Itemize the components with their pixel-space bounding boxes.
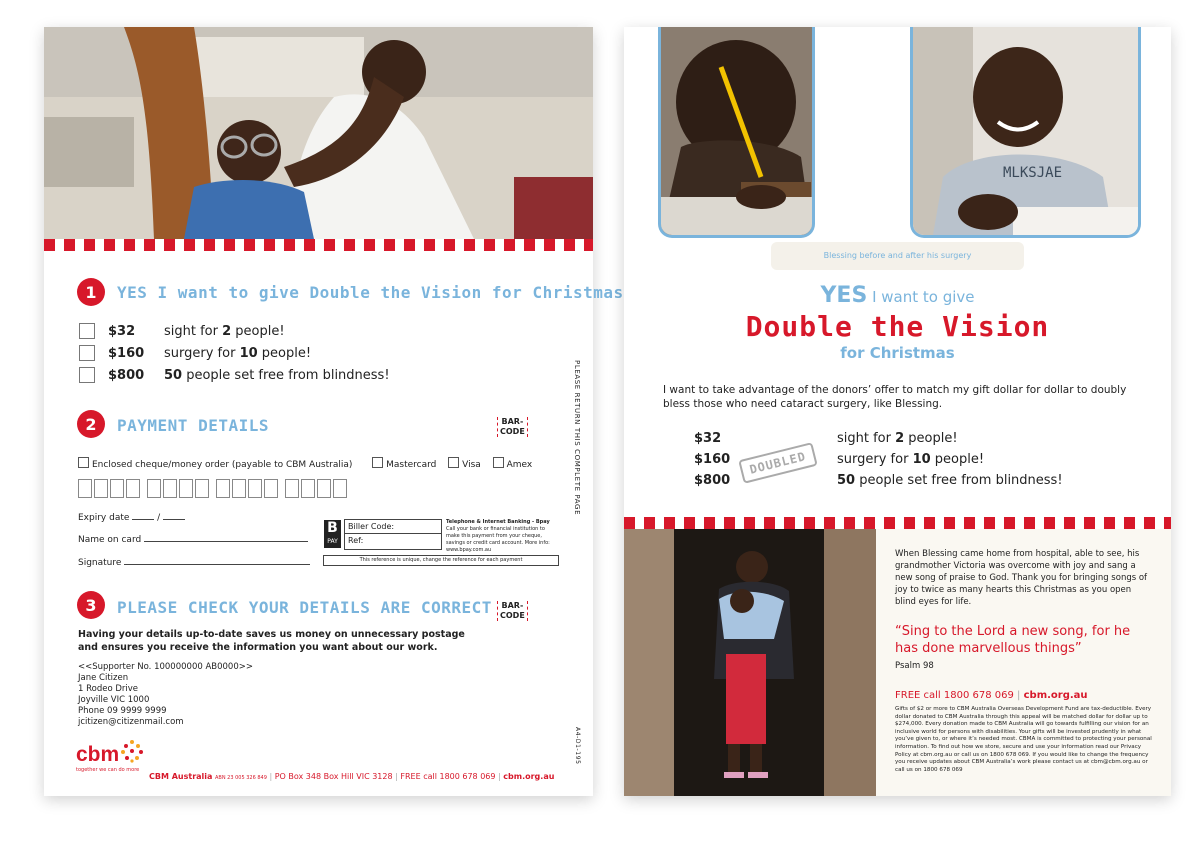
option-count: 50: [164, 368, 183, 383]
supporter-phone: Phone 09 9999 9999: [78, 706, 167, 716]
return-instruction: PLEASE RETURN THIS COMPLETE PAGE: [573, 360, 581, 516]
response-form-page: [44, 27, 624, 796]
name-on-card-field[interactable]: [144, 541, 308, 542]
option-800: [108, 368, 390, 383]
cbm-logo-text: cbm: [76, 743, 120, 766]
stamp-text: DOUBLED: [748, 449, 808, 477]
expiry-label: Expiry date: [78, 513, 130, 523]
photo-caption: [771, 242, 1024, 270]
bpay-logo: [324, 520, 341, 548]
doubled-text-end: people!: [904, 431, 958, 446]
eye-test-photo: [44, 27, 593, 239]
signature-row: [78, 558, 310, 568]
footer-address: PO Box 348 Box Hill VIC 3128: [274, 772, 393, 781]
option-count: 10: [239, 346, 258, 361]
step-number-2: 2: [77, 410, 105, 438]
expiry-row: [78, 513, 185, 523]
right-website[interactable]: cbm.org.au: [1023, 690, 1088, 701]
cheque-label: Enclosed cheque/money order (payable to CBM Australia): [92, 460, 353, 470]
form-code: A4-D1-195: [574, 727, 581, 765]
right-phone: FREE call 1800 678 069: [895, 690, 1014, 701]
details-text: Having your details up-to-date saves us money on unnecessary postage and ensures you receive the information you want about our work.: [78, 629, 465, 653]
address-suburb: Joyville VIC 1000: [78, 695, 150, 705]
fine-print: Gifts of $2 or more to CBM Australia Overseas Development Fund are tax-deductible. Every dollar donated to CBM Australia through this appeal will be matched dollar for dollar up to $274,000. Every donation made to CBM Australia will go towards fulfilling our vision for an inclusive world for persons with disabilities. Your gifts will be invested prudently in what you’ve given to, or where it’s needed most. CBMA is committed to protecting your personal information. To find out how we store, secure and use your information read our Privacy Policy at cbm.org.au or call us on 1800 678 069. If you would like to change the frequency you receive updates about CBM Australia’s work please contact us at cbm@cbm.org.au or call us on 1800 678 069: [895, 706, 1152, 773]
after-surgery-photo: [910, 27, 1141, 238]
doubled-option-160: [694, 452, 984, 467]
step-number-3: 3: [77, 591, 105, 619]
bpay-logo-b: B: [327, 520, 338, 536]
stripe-divider-right: [624, 517, 1171, 529]
psalm-reference: Psalm 98: [895, 661, 934, 671]
barcode-label-top: BAR-: [501, 417, 524, 426]
barcode-placeholder-2: [497, 601, 528, 621]
amount-checkbox-160[interactable]: [79, 345, 95, 361]
option-text-end: people!: [257, 346, 312, 361]
section-2-heading: PAYMENT DETAILS: [117, 416, 269, 435]
barcode-label-top: BAR-: [501, 601, 524, 610]
cbm-tagline: together we can do more: [76, 767, 140, 773]
supporter-email: jcitizen@citizenmail.com: [78, 717, 184, 727]
payment-method-row: [78, 457, 532, 470]
supporter-address: [78, 662, 253, 728]
want-phrase: I want to give: [867, 288, 975, 306]
before-surgery-photo: [658, 27, 815, 238]
expiry-month-field[interactable]: [132, 519, 154, 520]
visa-label: Visa: [462, 460, 481, 470]
bpay-note: This reference is unique, change the reference for each payment: [359, 557, 523, 563]
appeal-subtitle: for Christmas: [840, 344, 955, 362]
footer-bar: CBM Australia ABN 23 005 326 849 | PO Box 348 Box Hill VIC 3128 | FREE call 1800 678 069 | cbm.org.au: [149, 772, 555, 781]
doubled-text: surgery for: [837, 452, 913, 467]
appeal-title: Double the Vision: [745, 310, 1050, 343]
mastercard-label: Mastercard: [386, 460, 437, 470]
address-street: 1 Rodeo Drive: [78, 684, 139, 694]
doubled-amount: $32: [694, 431, 722, 446]
doubled-amount: $160: [694, 452, 731, 467]
doubled-text: sight for: [837, 431, 896, 446]
psalm-quote: “Sing to the Lord a new song, for he has done marvellous things”: [895, 624, 1131, 656]
stripe-divider: [44, 239, 593, 251]
signature-label: Signature: [78, 558, 122, 568]
expiry-separator: /: [157, 513, 161, 523]
shirt-print: MLKSJAE: [1003, 165, 1063, 181]
bpay-desc: Call your bank or financial institution to make this payment from your cheque, savings or credit card account. More info: www.bpay.com.au: [446, 526, 550, 553]
option-text-end: people!: [231, 324, 285, 339]
amount-checkbox-800[interactable]: [79, 367, 95, 383]
doubled-count: 10: [912, 452, 931, 467]
expiry-year-field[interactable]: [163, 519, 185, 520]
name-on-card-row: [78, 535, 308, 545]
right-contact: FREE call 1800 678 069 | cbm.org.au: [895, 690, 1088, 701]
bpay-note-box: [323, 555, 559, 566]
biller-code-label: Biller Code:: [345, 520, 441, 534]
supporter-name: Jane Citizen: [78, 673, 129, 683]
appeal-letter-page: [624, 27, 1171, 796]
bpay-logo-pay: PAY: [327, 538, 338, 545]
bpay-reference-box: [344, 519, 442, 550]
bpay-info: [446, 519, 560, 554]
doubled-count: 50: [837, 473, 856, 488]
name-on-card-label: Name on card: [78, 535, 142, 545]
caption-text: Blessing before and after his surgery: [823, 251, 972, 260]
amount-checkbox-32[interactable]: [79, 323, 95, 339]
footer-phone: FREE call 1800 678 069: [400, 772, 496, 781]
option-amount: $160: [108, 346, 145, 361]
amex-label: Amex: [506, 460, 533, 470]
cbm-dots-icon: [120, 739, 144, 763]
mastercard-checkbox[interactable]: [372, 457, 383, 468]
signature-field[interactable]: [124, 564, 310, 565]
appeal-heading: [624, 283, 1171, 362]
supporter-number: <<Supporter No. 100000000 AB0000>>: [78, 662, 253, 672]
option-amount: $800: [108, 368, 145, 383]
doubled-text-end: people set free from blindness!: [855, 473, 1063, 488]
doubled-count: 2: [895, 431, 905, 446]
barcode-label-bottom: CODE: [500, 427, 525, 436]
option-text: surgery for: [164, 346, 240, 361]
amex-checkbox[interactable]: [493, 457, 504, 468]
section-3-heading: PLEASE CHECK YOUR DETAILS ARE CORRECT: [117, 598, 492, 617]
section-1-heading: YES I want to give Double the Vision for Christmas: [117, 283, 624, 302]
yes-word: YES: [820, 283, 868, 308]
doubled-option-32: [694, 431, 958, 446]
intro-text: I want to take advantage of the donors’ offer to match my gift dollar for dollar to doubly bless those who need cataract surgery, like Blessing.: [663, 384, 1127, 410]
bpay-title: Telephone & Internet Banking - Bpay: [446, 519, 550, 525]
card-number-field[interactable]: [78, 479, 354, 502]
option-count: 2: [222, 324, 232, 339]
option-amount: $32: [108, 324, 136, 339]
doubled-text-end: people!: [930, 452, 985, 467]
cheque-checkbox[interactable]: [78, 457, 89, 468]
cbm-logo: [76, 743, 139, 773]
step-number-1: 1: [77, 278, 105, 306]
ref-label: Ref:: [348, 536, 364, 545]
story-text: When Blessing came home from hospital, able to see, his grandmother Victoria was overcome with joy and sang a new song of praise to God. Thank you for bringing songs of joy to twice as many hearts this Christmas as you open blind eyes for life.: [895, 549, 1148, 607]
option-text-end: people set free from blindness!: [182, 368, 390, 383]
barcode-label-bottom: CODE: [500, 611, 525, 620]
doubled-amount: $800: [694, 473, 731, 488]
footer-abn: ABN 23 005 326 849: [214, 775, 267, 781]
option-160: [108, 346, 311, 361]
footer-website[interactable]: cbm.org.au: [503, 772, 555, 781]
footer-org: CBM Australia: [149, 772, 213, 781]
barcode-placeholder-1: [497, 417, 528, 437]
option-text: sight for: [164, 324, 223, 339]
visa-checkbox[interactable]: [448, 457, 459, 468]
option-32: [108, 324, 285, 339]
grandmother-photo: [624, 529, 876, 796]
